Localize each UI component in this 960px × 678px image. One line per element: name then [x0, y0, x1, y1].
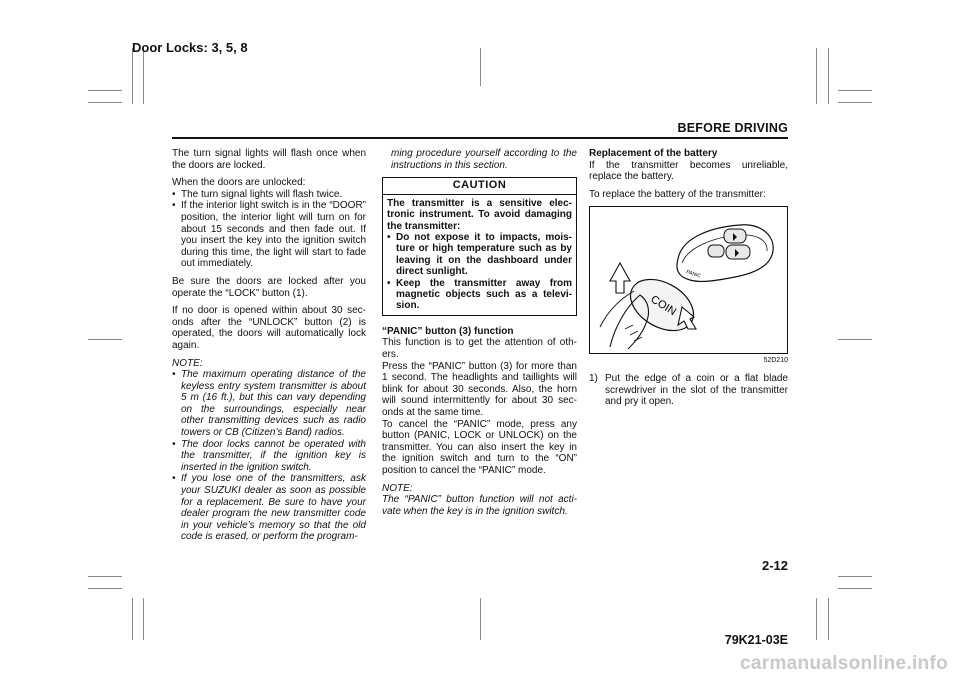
- crop-mark: [480, 598, 481, 640]
- crop-mark: [143, 48, 144, 104]
- crop-mark: [88, 339, 122, 340]
- paragraph: This function is to get the attention of oth-ers.: [382, 337, 577, 361]
- step-text: Put the edge of a coin or a flat blade screwdriver in the slot of the transmitter and pry it open.: [605, 372, 788, 408]
- coin-label: COIN: [648, 293, 679, 319]
- document-code: 79K21-03E: [724, 633, 788, 647]
- column-right: [589, 148, 788, 414]
- column-left: [172, 148, 366, 549]
- crop-mark: [132, 48, 133, 104]
- paragraph: ming procedure yourself according to the instructions in this section.: [391, 148, 577, 171]
- header-rule: [172, 137, 788, 139]
- column-middle: [382, 148, 577, 523]
- crop-mark: [132, 598, 133, 640]
- caution-body: [383, 195, 576, 315]
- paragraph: If the transmitter becomes unreliable, replace the battery.: [589, 159, 788, 183]
- transmitter-figure: [589, 206, 788, 354]
- page-number: 2-12: [761, 558, 788, 573]
- subheading: Replacement of the battery: [589, 148, 718, 159]
- paragraph: Press the “PANIC” button (3) for more than 1 second. The headlights and taillights will blink for about 30 seconds. Also, the horn will sound intermittently for about 30 sec-onds at the same time.: [382, 360, 577, 418]
- paragraph: Be sure the doors are locked after you operate the “LOCK” button (1).: [172, 275, 366, 299]
- crop-mark: [88, 90, 122, 91]
- crop-mark: [816, 48, 817, 104]
- caution-list: [387, 232, 572, 312]
- paragraph: When the doors are unlocked:: [172, 177, 306, 189]
- crop-mark: [828, 48, 829, 104]
- crop-mark: [838, 102, 872, 103]
- transmitter-illustration: [590, 207, 787, 353]
- paragraph: To replace the battery of the transmitter:: [589, 188, 766, 200]
- list-item: • If the interior light switch is in the “DOOR” position, the interior light will turn on for about 15 seconds and then fade out. If you insert the key into the ignition switch during this time, the light will start to fade out immediately.: [172, 200, 366, 270]
- crop-mark: [816, 598, 817, 640]
- crop-mark: [838, 576, 872, 577]
- paragraph: To cancel the “PANIC” mode, press any button (PANIC, LOCK or UNLOCK) on the transmitter. You can also insert the key in the ignition switch and turn to the “ON” position to cancel the “PANIC” mode.: [382, 418, 577, 476]
- crop-mark: [838, 339, 872, 340]
- list-item: • The maximum operating distance of the keyless entry system transmitter is about 5 m (16 ft.), but this can vary depending on the surroundings, especially near other transmitting devices such as radio towers or CB (Citizen’s Band) radios.: [172, 369, 366, 439]
- note-list: [172, 369, 366, 543]
- section-title: BEFORE DRIVING: [677, 121, 788, 135]
- page-header-label: Door Locks: 3, 5, 8: [132, 40, 248, 55]
- caution-box: [382, 177, 577, 316]
- crop-mark: [828, 598, 829, 640]
- crop-mark: [88, 588, 122, 589]
- subheading: “PANIC” button (3) function: [382, 325, 514, 337]
- note-label: NOTE:: [382, 482, 413, 494]
- step-number: 1): [589, 372, 598, 384]
- crop-mark: [838, 90, 872, 91]
- list-item: • Keep the transmitter away from magnetic objects such as a televi-sion.: [387, 278, 572, 312]
- crop-mark: [480, 48, 481, 86]
- list-item: • If you lose one of the transmitters, ask your SUZUKI dealer as soon as possible for a replacement. Be sure to have your dealer program the new transmitter code in your vehicle’s memory so that the old code is erased, or perform the program-: [172, 473, 366, 543]
- note-label: NOTE:: [172, 357, 203, 369]
- list-item: • Do not expose it to impacts, mois-ture or high temperature such as by leaving it on the dashboard under direct sunlight.: [387, 232, 572, 278]
- note-text: The “PANIC” button function will not acti-vate when the key is in the ignition switch.: [382, 494, 577, 517]
- crop-mark: [143, 598, 144, 640]
- paragraph: The turn signal lights will flash once when the doors are locked.: [172, 148, 366, 171]
- crop-mark: [838, 588, 872, 589]
- list-item: • The turn signal lights will flash twice.: [172, 189, 366, 201]
- bullet-list: [172, 189, 366, 270]
- caution-title: CAUTION: [383, 178, 576, 195]
- watermark: carmanualsonline.info: [740, 653, 948, 674]
- list-item: • The door locks cannot be operated with the transmitter, if the ignition key is inserted in the ignition switch.: [172, 439, 366, 474]
- figure-code: 52D210: [763, 357, 788, 365]
- crop-mark: [88, 102, 122, 103]
- numbered-step: [589, 373, 788, 408]
- paragraph: If no door is opened within about 30 sec-onds after the “UNLOCK” button (2) is operated, the doors will automatically lock again.: [172, 305, 366, 351]
- caution-text: The transmitter is a sensitive elec-tronic instrument. To avoid damaging the transmitter:: [387, 197, 572, 232]
- panic-button-label: PANIC: [685, 269, 702, 280]
- crop-mark: [88, 576, 122, 577]
